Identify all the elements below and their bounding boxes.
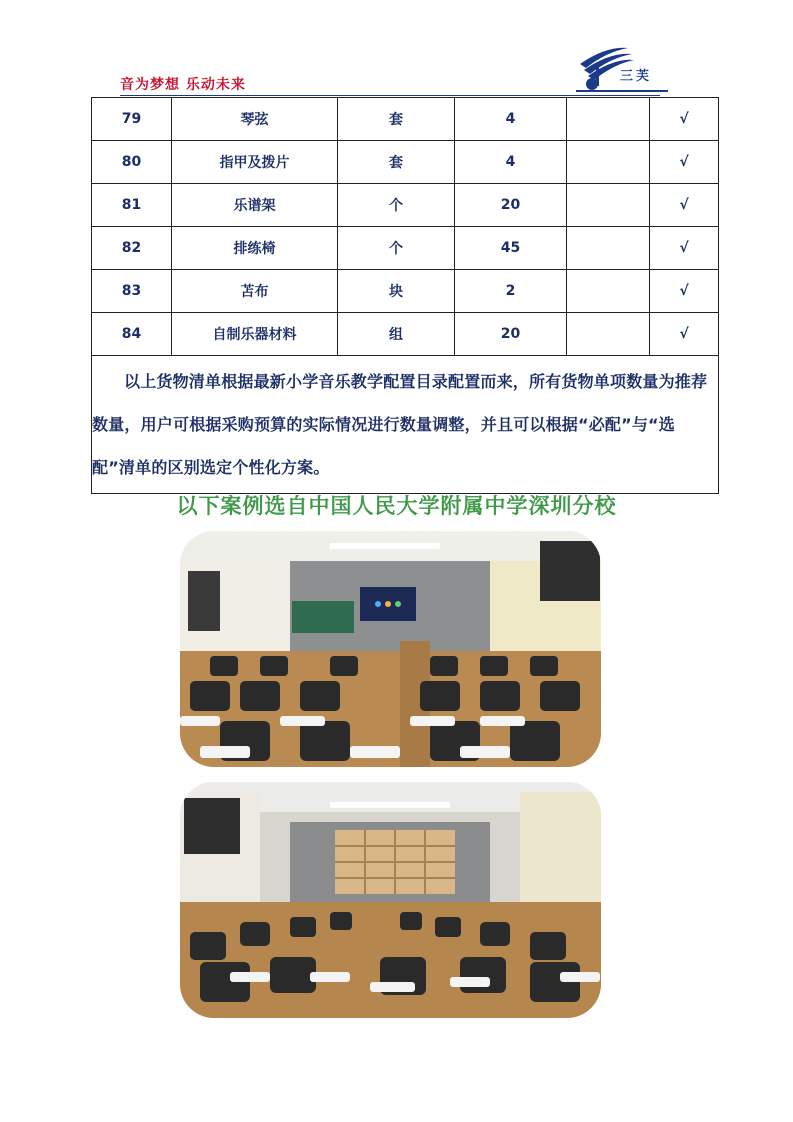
goods-table <box>91 97 719 494</box>
table-row <box>92 141 719 184</box>
cell-name: 自制乐器材料 <box>172 313 338 356</box>
cell-required <box>567 270 650 313</box>
table-row <box>92 270 719 313</box>
cell-optional: √ <box>650 227 719 270</box>
cell-no: 81 <box>92 184 172 227</box>
cell-qty: 4 <box>455 98 567 141</box>
brand-logo-text: 三芙 <box>620 69 653 84</box>
table-row <box>92 98 719 141</box>
cell-required <box>567 184 650 227</box>
cell-no: 83 <box>92 270 172 313</box>
cell-name: 琴弦 <box>172 98 338 141</box>
classroom-photo-front <box>180 531 601 767</box>
cell-qty: 2 <box>455 270 567 313</box>
cell-required <box>567 98 650 141</box>
cell-name: 排练椅 <box>172 227 338 270</box>
case-study-title: 以下案例选自中国人民大学附属中学深圳分校 <box>176 494 617 518</box>
cell-qty: 45 <box>455 227 567 270</box>
cell-unit: 套 <box>338 98 455 141</box>
cell-no: 84 <box>92 313 172 356</box>
cell-unit: 个 <box>338 227 455 270</box>
header-divider <box>120 95 660 96</box>
cell-qty: 20 <box>455 184 567 227</box>
cell-no: 79 <box>92 98 172 141</box>
cell-optional: √ <box>650 270 719 313</box>
cell-no: 80 <box>92 141 172 184</box>
cell-unit: 组 <box>338 313 455 356</box>
cell-name: 苫布 <box>172 270 338 313</box>
cell-optional: √ <box>650 184 719 227</box>
cell-qty: 20 <box>455 313 567 356</box>
table-note: 以上货物清单根据最新小学音乐教学配置目录配置而来，所有货物单项数量为推荐数量，用户可根据采购预算的实际情况进行数量调整，并且可以根据“必配”与“选配”清单的区别选定个性化方案。 <box>92 356 719 494</box>
cell-optional: √ <box>650 98 719 141</box>
cell-required <box>567 227 650 270</box>
header-slogan: 音为梦想 乐动未来 <box>120 77 246 93</box>
cell-name: 指甲及拨片 <box>172 141 338 184</box>
cell-required <box>567 313 650 356</box>
cell-optional: √ <box>650 141 719 184</box>
cell-unit: 块 <box>338 270 455 313</box>
cell-unit: 套 <box>338 141 455 184</box>
cell-name: 乐谱架 <box>172 184 338 227</box>
cell-optional: √ <box>650 313 719 356</box>
table-row <box>92 184 719 227</box>
cell-required <box>567 141 650 184</box>
table-row <box>92 313 719 356</box>
table-row <box>92 227 719 270</box>
cell-unit: 个 <box>338 184 455 227</box>
classroom-photo-back <box>180 782 601 1018</box>
cell-qty: 4 <box>455 141 567 184</box>
cell-no: 82 <box>92 227 172 270</box>
